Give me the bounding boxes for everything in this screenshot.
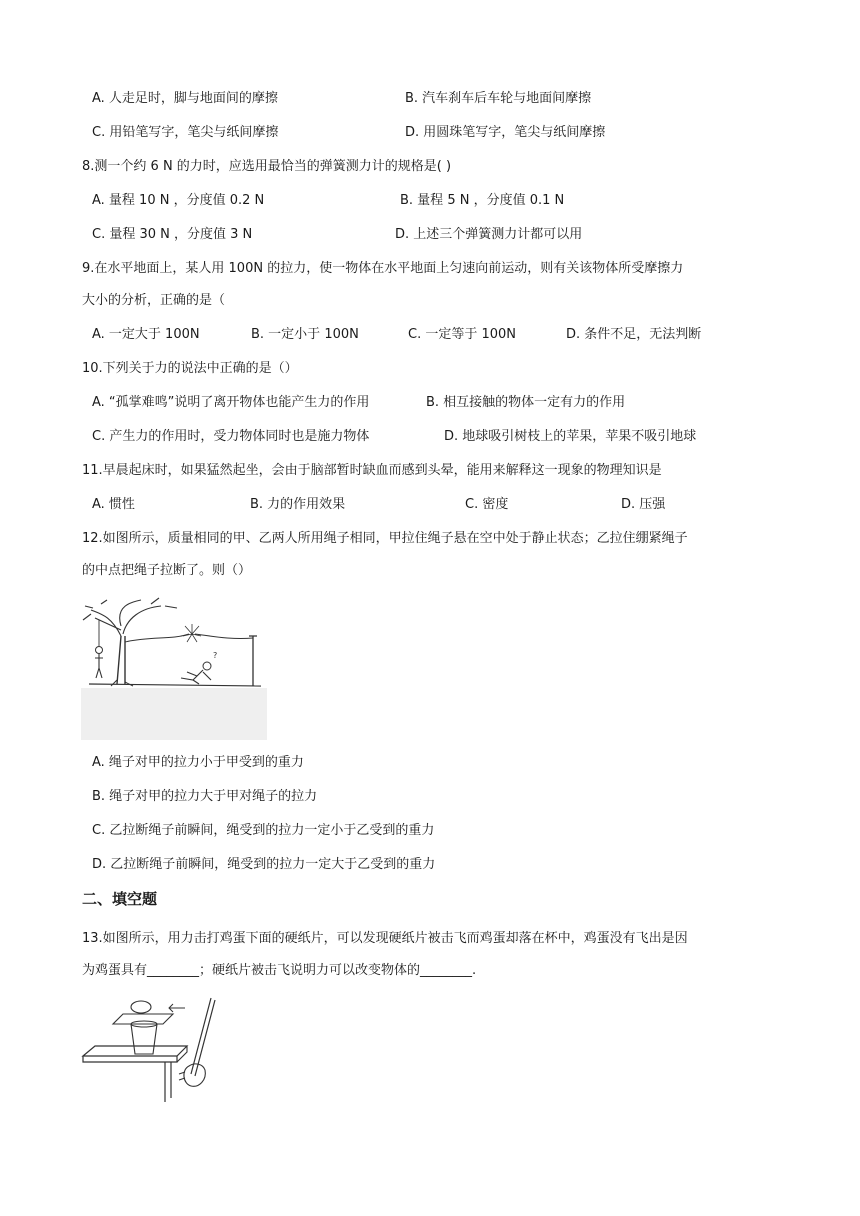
q12-option-c: C. 乙拉断绳子前瞬间，绳受到的拉力一定小于乙受到的重力 — [92, 823, 435, 838]
q9-stem-line2: 大小的分析，正确的是（ — [82, 293, 226, 308]
q9-option-a: A. 一定大于 100N — [92, 327, 200, 342]
q8-option-b: B. 量程 5 N ，分度值 0.1 N — [400, 193, 565, 208]
q8-option-c: C. 量程 30 N ，分度值 3 N — [92, 227, 253, 242]
q9-option-d: D. 条件不足，无法判断 — [566, 327, 702, 342]
q12-stem-line2: 的中点把绳子拉断了。则（） — [82, 563, 252, 578]
q8-option-d: D. 上述三个弹簧测力计都可以用 — [395, 227, 583, 242]
q11-option-d: D. 压强 — [621, 497, 666, 512]
q13-stem-line2: 为鸡蛋具有________；硬纸片被击飞说明力可以改变物体的________. — [82, 963, 477, 978]
q13-stem-line1: 13.如图所示，用力击打鸡蛋下面的硬纸片，可以发现硬纸片被击飞而鸡蛋却落在杯中，鸡蛋没有飞出是因 — [82, 931, 688, 946]
q7-option-b: B. 汽车刹车后车轮与地面间摩擦 — [405, 91, 592, 106]
q7-option-c: C. 用铅笔写字，笔尖与纸间摩擦 — [92, 125, 279, 140]
q8-stem: 8.测一个约 6 N 的力时，应选用最恰当的弹簧测力计的规格是( ) — [82, 159, 452, 174]
q9-option-c: C. 一定等于 100N — [408, 327, 517, 342]
q10-option-b: B. 相互接触的物体一定有力的作用 — [426, 395, 626, 410]
q12-figure-rope-illustration — [81, 596, 267, 740]
q12-stem-line1: 12.如图所示，质量相同的甲、乙两人所用绳子相同，甲拉住绳子悬在空中处于静止状态；乙拉住绷紧绳子 — [82, 531, 688, 546]
q12-option-b: B. 绳子对甲的拉力大于甲对绳子的拉力 — [92, 789, 318, 804]
q10-stem: 10.下列关于力的说法中正确的是（） — [82, 361, 298, 376]
q7-option-d: D. 用圆珠笔写字，笔尖与纸间摩擦 — [405, 125, 606, 140]
q7-option-a: A. 人走足时，脚与地面间的摩擦 — [92, 91, 278, 106]
section-title-fill-in: 二、填空题 — [82, 890, 158, 908]
q11-option-c: C. 密度 — [465, 497, 509, 512]
q10-option-c: C. 产生力的作用时，受力物体同时也是施力物体 — [92, 429, 370, 444]
q12-option-a: A. 绳子对甲的拉力小于甲受到的重力 — [92, 755, 304, 770]
q9-stem-line1: 9.在水平地面上，某人用 100N 的拉力，使一物体在水平地面上匀速向前运动，则有关该物体所受摩擦力 — [82, 261, 684, 276]
q11-option-b: B. 力的作用效果 — [250, 497, 346, 512]
q9-option-b: B. 一定小于 100N — [251, 327, 359, 342]
q8-option-a: A. 量程 10 N ，分度值 0.2 N — [92, 193, 265, 208]
q11-option-a: A. 惯性 — [92, 497, 135, 512]
q13-figure-egg-card-cup — [81, 994, 221, 1104]
q10-option-d: D. 地球吸引树枝上的苹果，苹果不吸引地球 — [444, 429, 697, 444]
q12-option-d: D. 乙拉断绳子前瞬间，绳受到的拉力一定大于乙受到的重力 — [92, 857, 436, 872]
q10-option-a: A. “孤掌难鸣”说明了离开物体也能产生力的作用 — [92, 395, 370, 410]
svg-text:?: ? — [213, 651, 218, 660]
q11-stem: 11.早晨起床时，如果猛然起坐，会由于脑部暂时缺血而感到头晕，能用来解释这一现象的物理知识是 — [82, 463, 662, 478]
